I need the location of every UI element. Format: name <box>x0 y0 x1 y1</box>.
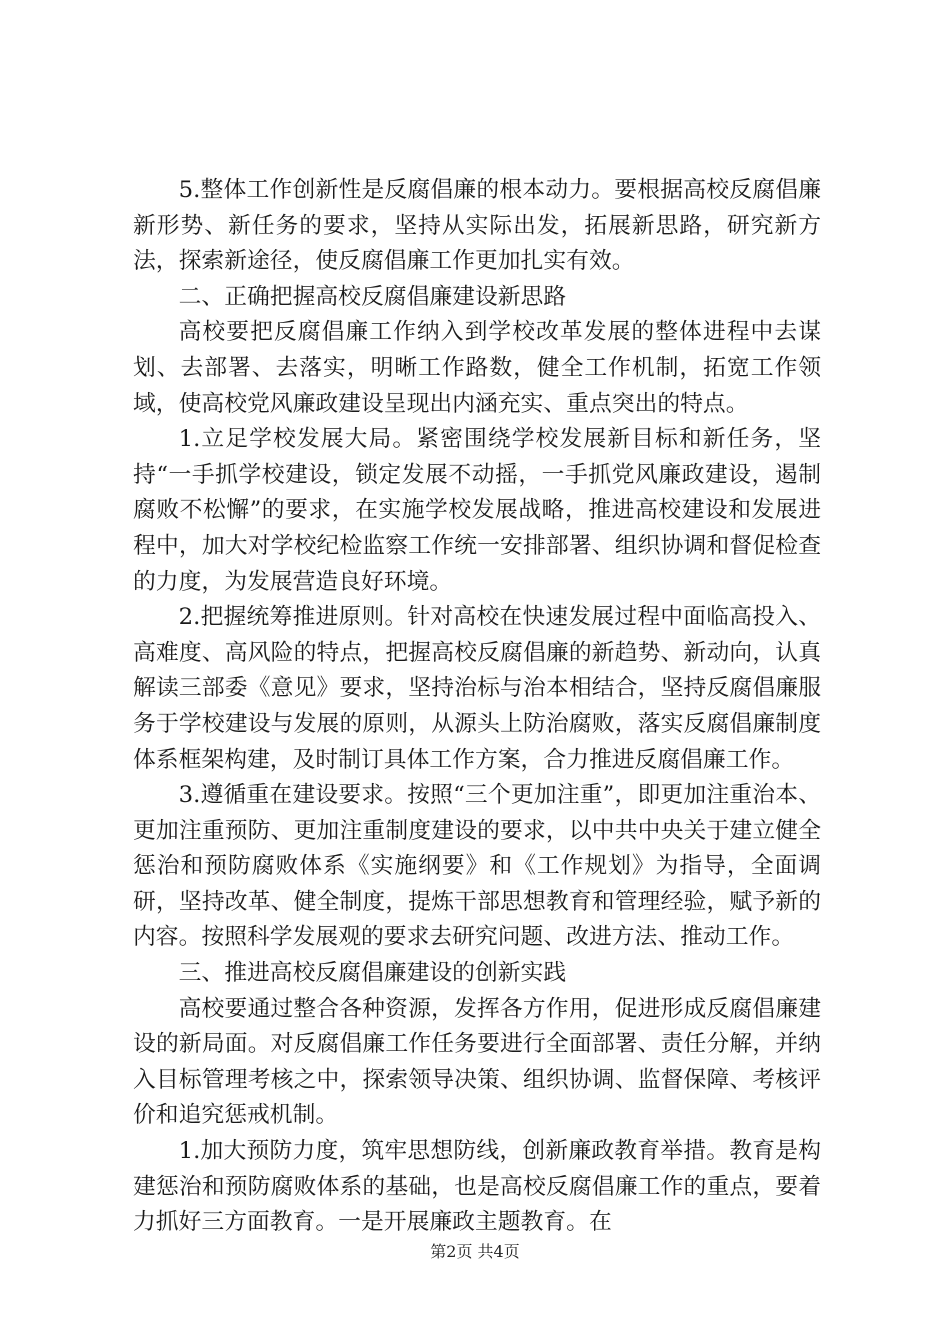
paragraph-section-3-point-1: 1.加大预防力度，筑牢思想防线，创新廉政教育举措。教育是构建惩治和预防腐败体系的基础，也是高校反腐倡廉工作的重点，要着力抓好三方面教育。一是开展廉政主题教育。在 <box>133 1138 821 1236</box>
paragraph-section-3-intro: 高校要通过整合各种资源，发挥各方作用，促进形成反腐倡廉建设的新局面。对反腐倡廉工作任务要进行全面部署、责任分解，并纳入目标管理考核之中，探索领导决策、组织协调、监督保障、考核评价和追究惩戒机制。 <box>133 995 821 1129</box>
paragraph-section-2-intro: 高校要把反腐倡廉工作纳入到学校改革发展的整体进程中去谋划、去部署、去落实，明晰工作路数，健全工作机制，拓宽工作领域，使高校党风廉政建设呈现出内涵充实、重点突出的特点。 <box>133 319 821 417</box>
page-footer <box>0 1242 950 1262</box>
section-heading-3: 三、推进高校反腐倡廉建设的创新实践 <box>178 960 567 987</box>
paragraph-point-3: 3.遵循重在建设要求。按照“三个更加注重”，即更加注重治本、更加注重预防、更加注重制度建设的要求，以中共中央关于建立健全惩治和预防腐败体系《实施纲要》和《工作规划》为指导，全面调研，坚持改革、健全制度，提炼干部思想教育和管理经验，赋予新的内容。按照科学发展观的要求去研究问题、改进方法、推动工作。 <box>133 782 821 951</box>
document-body <box>133 173 821 1241</box>
paragraph-point-5: 5.整体工作创新性是反腐倡廉的根本动力。要根据高校反腐倡廉新形势、新任务的要求，坚持从实际出发，拓展新思路，研究新方法，探索新途径，使反腐倡廉工作更加扎实有效。 <box>133 177 821 275</box>
section-heading-2: 二、正确把握高校反腐倡廉建设新思路 <box>178 283 567 310</box>
page-number-label: 第2页 共4页 <box>430 1242 520 1261</box>
paragraph-point-2: 2.把握统筹推进原则。针对高校在快速发展过程中面临高投入、高难度、高风险的特点，把握高校反腐倡廉的新趋势、新动向，认真解读三部委《意见》要求，坚持治标与治本相结合，坚持反腐倡廉服务于学校建设与发展的原则，从源头上防治腐败，落实反腐倡廉制度体系框架构建，及时制订具体工作方案，合力推进反腐倡廉工作。 <box>133 604 821 773</box>
paragraph-point-1: 1.立足学校发展大局。紧密围绕学校发展新目标和新任务，坚持“一手抓学校建设，锁定发展不动摇，一手抓党风廉政建设，遏制腐败不松懈”的要求，在实施学校发展战略，推进高校建设和发展进程中，加大对学校纪检监察工作统一安排部署、组织协调和督促检查的力度，为发展营造良好环境。 <box>133 426 821 595</box>
